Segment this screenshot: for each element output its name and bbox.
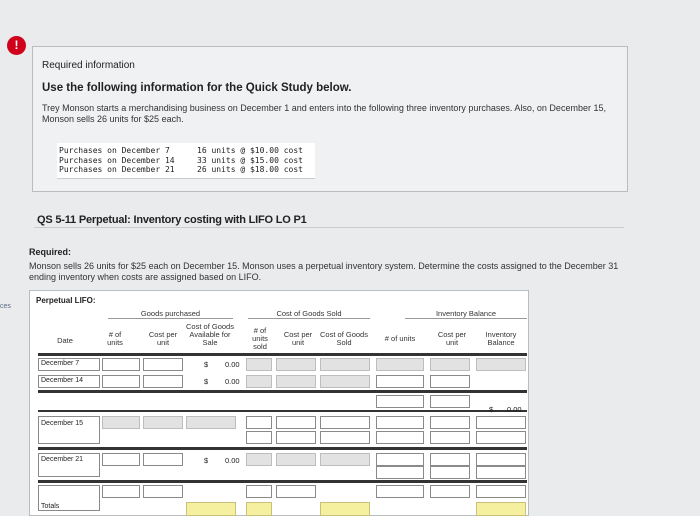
purchases-table [57,143,315,179]
units-input[interactable] [102,416,140,429]
cogs-input[interactable] [320,453,370,466]
balance-inventory-input[interactable] [476,416,526,429]
purchase-row [57,156,315,166]
balance-units-input[interactable] [376,485,424,498]
col-cost-available: Cost of Goods Available for Sale [186,322,234,347]
inventory-balance-dec14: 0.00 [507,405,522,414]
quick-study-title: QS 5-11 Perpetual: Inventory costing with LIFO LO P1 [37,214,307,226]
balance-units-input[interactable] [376,453,424,466]
cost-available-dec14: 0.00 [225,377,240,386]
cost-per-unit-input[interactable] [143,416,183,429]
col-balance-units: # of units [384,334,416,343]
group-goods-purchased: Goods purchased [108,309,233,319]
cogs-input[interactable] [320,431,370,444]
col-cost-of-goods-sold: Cost of Goods Sold [320,330,368,347]
total-cogs-input[interactable] [320,502,370,516]
purchase-detail: 33 units @ $15.00 cost [197,155,303,165]
units-input[interactable] [102,358,140,371]
info-heading: Use the following information for the Quick Study below. [42,82,352,94]
balance-cost-input[interactable] [430,416,470,429]
purchase-detail: 26 units @ $18.00 cost [197,165,303,174]
balance-units-input[interactable] [376,466,424,479]
sold-cost-input[interactable] [276,485,316,498]
group-inventory-balance: Inventory Balance [405,309,527,319]
units-input[interactable] [102,453,140,466]
balance-cost-input[interactable] [430,375,470,388]
balance-inventory-input[interactable] [476,358,526,371]
sold-cost-input[interactable] [276,416,316,429]
total-cost-available-input[interactable] [186,502,236,516]
row-separator [38,390,527,393]
date-dec21: December 21 [41,456,84,463]
perpetual-lifo-label: Perpetual LIFO: [36,296,96,305]
currency-symbol: $ [204,360,209,369]
col-sold-cost-per-unit: Cost per unit [283,330,313,347]
cost-available-dec21: 0.00 [225,456,240,465]
units-sold-input[interactable] [246,485,272,498]
purchase-label: Purchases on December 14 [59,155,175,165]
units-sold-input[interactable] [246,453,272,466]
balance-cost-input[interactable] [430,431,470,444]
purchase-row [57,165,315,175]
title-divider [34,227,624,228]
info-text: Trey Monson starts a merchandising business on December 1 and enters into the following three inventory purchases. Also, on December 15, Monson sells 26 units for $25 each. [42,103,606,124]
purchase-detail: 16 units @ $10.00 cost [197,146,303,155]
cost-available-dec7: 0.00 [225,360,240,369]
group-cost-of-goods-sold: Cost of Goods Sold [248,309,370,319]
purchase-row [57,146,315,156]
date-dec7: December 7 [41,360,80,367]
balance-inventory-input[interactable] [476,466,526,479]
cost-per-unit-input[interactable] [143,375,183,388]
balance-units-input[interactable] [376,375,424,388]
cogs-input[interactable] [320,375,370,388]
totals-label: Totals [41,503,60,510]
balance-cost-input[interactable] [430,453,470,466]
balance-cost-input[interactable] [430,395,470,408]
total-inventory-balance-input[interactable] [476,502,526,516]
balance-units-input[interactable] [376,395,424,408]
balance-units-input[interactable] [376,431,424,444]
currency-symbol: $ [204,377,209,386]
col-date: Date [57,336,73,345]
sold-cost-input[interactable] [276,358,316,371]
alert-icon: ! [7,36,26,55]
col-inventory-balance: Inventory Balance [485,330,517,347]
total-units-sold-input[interactable] [246,502,272,516]
perpetual-lifo-table [29,290,529,516]
cost-per-unit-input[interactable] [143,485,183,498]
units-sold-input[interactable] [246,416,272,429]
cost-per-unit-input[interactable] [143,453,183,466]
side-tab: ces [0,303,11,310]
units-sold-input[interactable] [246,431,272,444]
balance-inventory-input[interactable] [476,431,526,444]
row-separator [38,480,527,483]
units-input[interactable] [102,485,140,498]
row-separator [38,410,527,412]
sold-cost-input[interactable] [276,453,316,466]
units-sold-input[interactable] [246,375,272,388]
required-text: Monson sells 26 units for $25 each on December 15. Monson uses a perpetual inventory system. Determine the costs assigned to the December 31 ending inventory when costs are assigned based on LIFO. [29,261,619,282]
row-separator [38,447,527,450]
balance-inventory-input[interactable] [476,453,526,466]
balance-cost-input[interactable] [430,485,470,498]
col-balance-cost-per-unit: Cost per unit [437,330,467,347]
sold-cost-input[interactable] [276,375,316,388]
balance-cost-input[interactable] [430,358,470,371]
required-information-label: Required information [42,60,135,71]
header-separator [38,353,527,356]
purchase-label: Purchases on December 7 [59,146,170,155]
date-dec15: December 15 [41,420,84,427]
col-cost-per-unit: Cost per unit [148,330,178,347]
units-input[interactable] [102,375,140,388]
currency-symbol: $ [489,405,494,414]
units-sold-input[interactable] [246,358,272,371]
required-label: Required: [29,247,72,257]
sold-cost-input[interactable] [276,431,316,444]
col-units-sold: # of units sold [252,326,268,351]
lifo-grid [32,309,527,516]
balance-units-input[interactable] [376,416,424,429]
currency-symbol: $ [204,456,209,465]
col-units: # of units [107,330,123,347]
cost-available-input[interactable] [186,416,236,429]
balance-units-input[interactable] [376,358,424,371]
required-information-panel [32,46,628,192]
balance-inventory-input[interactable] [476,485,526,498]
balance-cost-input[interactable] [430,466,470,479]
cost-per-unit-input[interactable] [143,358,183,371]
date-dec14: December 14 [41,377,84,384]
purchase-label: Purchases on December 21 [59,165,175,174]
cogs-input[interactable] [320,358,370,371]
cogs-input[interactable] [320,416,370,429]
